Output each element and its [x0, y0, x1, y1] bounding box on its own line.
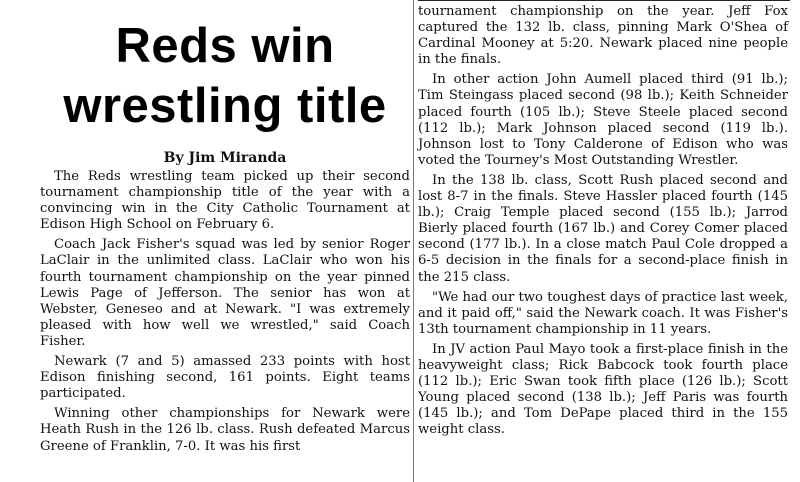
right-column — [418, 4, 788, 442]
paragraph-left-1: The Reds wrestling team picked up their second tournament championship title of the year with a convincing win in the City Catholic Tournament at Edison High School on February 6. — [40, 169, 410, 233]
left-column — [40, 6, 410, 459]
headline — [40, 16, 410, 136]
paragraph-left-2: Coach Jack Fisher's squad was led by senior Roger LaClair in the unlimited class. LaClair who won his fourth tournament championship on the year pinned Lewis Page of Jefferson. The senior has won at Webster, Geneseo and at Newark. "I was extremely pleased with how well we wrestled," said Coach Fisher. — [40, 237, 410, 349]
paragraph-right-1: tournament championship on the year. Jeff Fox captured the 132 lb. class, pinning Mark O'Shea of Cardinal Mooney at 5:20. Newark placed nine people in the finals. — [418, 4, 788, 68]
byline: By Jim Miranda — [163, 150, 287, 166]
paragraph-left-3: Newark (7 and 5) amassed 233 points with host Edison finishing second, 161 points. Eight teams participated. — [40, 354, 410, 402]
column-top-rule — [418, 0, 790, 1]
paragraph-right-5: In JV action Paul Mayo took a first-place finish in the heavyweight class; Rick Babcock took fourth place (112 lb.); Eric Swan took fifth place (126 lb.); Scott Young placed second (138 lb.); Jeff Paris was fourth (145 lb.); and Tom DePape placed third in the 155 weight class. — [418, 341, 788, 438]
headline-line-1: Reds win — [115, 19, 335, 73]
paragraph-right-4: "We had our two toughest days of practice last week, and it paid off," said the Newark coach. It was Fisher's 13th tournament championship in 11 years. — [418, 289, 788, 337]
paragraph-right-3: In the 138 lb. class, Scott Rush placed second and lost 8-7 in the finals. Steve Hassler placed fourth (145 lb.); Craig Temple placed second (155 lb.); Jarrod Bierly placed fourth (167 lb.) and Corey Comer placed second (177 lb.). In a close match Paul Cole dropped a 6-5 decision in the finals for a second-place finish in the 215 class. — [418, 172, 788, 285]
column-divider — [413, 0, 414, 482]
paragraph-right-2: In other action John Aumell placed third (91 lb.); Tim Steingass placed second (98 lb.); Keith Schneider placed fourth (105 lb.); Steve Steele placed second (112 lb.); Mark Johnson placed second (119 lb.). Johnson lost to Tony Calderone of Edison who was voted the Tourney's Most Outstanding Wrestler. — [418, 72, 788, 168]
paragraph-left-4: Winning other championships for Newark were Heath Rush in the 126 lb. class. Rush defeated Marcus Greene of Franklin, 7-0. It was his first — [40, 406, 410, 454]
headline-line-2: wrestling title — [63, 79, 387, 133]
